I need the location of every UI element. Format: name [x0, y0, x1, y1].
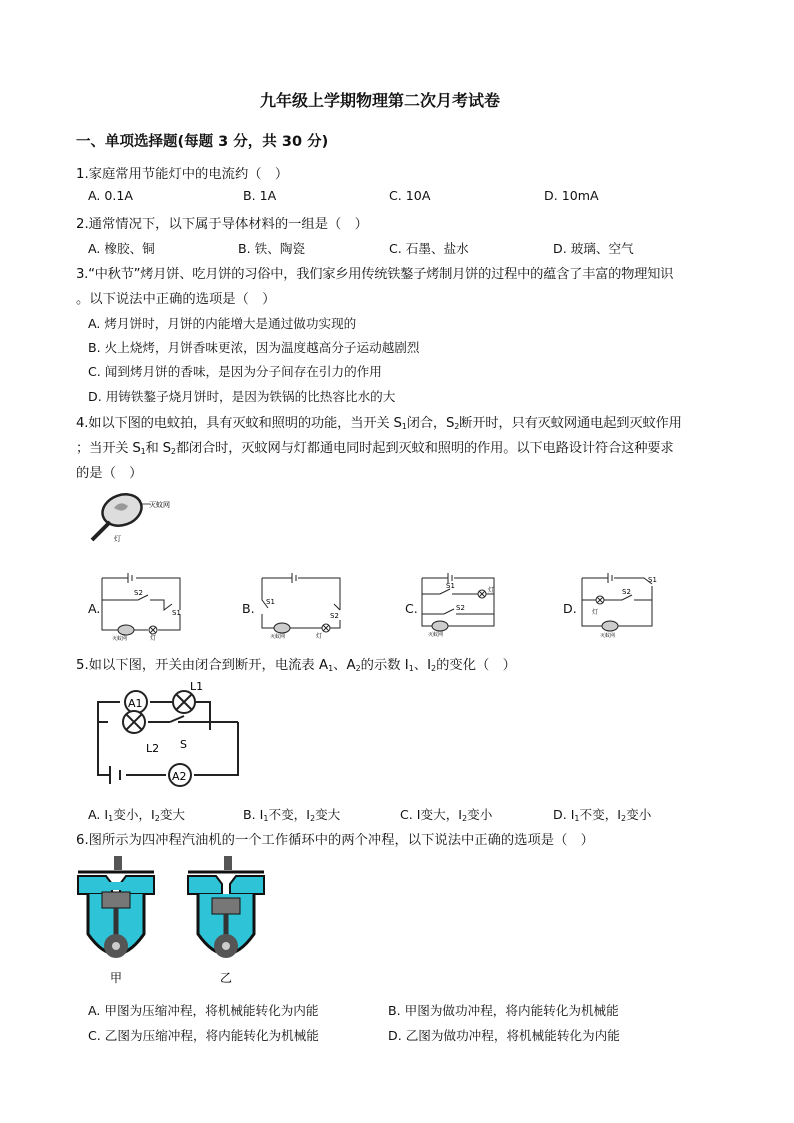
q4-option-b-letter: B.	[242, 601, 255, 616]
q6-option-d: D. 乙图为做功冲程，将机械能转化为内能	[388, 1028, 620, 1043]
q3-option-d: D. 用铸铁鏊子烧月饼时，是因为铁锅的比热容比水的大	[88, 389, 396, 404]
svg-text:S1: S1	[648, 576, 657, 584]
engine-yi-label: 乙	[220, 971, 233, 985]
svg-text:灭蚊网: 灭蚊网	[270, 634, 286, 640]
q4-option-d-letter: D.	[563, 601, 577, 616]
svg-text:L2: L2	[146, 742, 160, 755]
q1-option-a: A. 0.1A	[88, 188, 134, 203]
svg-text:L1: L1	[190, 680, 204, 693]
q4-stem-line2: ；当开关 $S_1$和 $S_2$都闭合时，灭蚊网与灯都通电同时起到灭蚊和照明的作用。以下电路设计符合这种要求	[76, 441, 674, 456]
q2-option-a: A. 橡胶、铜	[88, 241, 155, 256]
svg-text:S1: S1	[446, 582, 455, 590]
q2-option-c: C. 石墨、盐水	[389, 241, 469, 256]
circuit-d	[578, 570, 668, 642]
circuit-b	[258, 570, 348, 642]
q5-stem: 5.如以下图，开关由闭合到断开，电流表 $A_1$、$A_2$的示数 $I_1$、$I_2$的变化（ ）	[76, 658, 516, 673]
q2-stem: 2.通常情况下，以下属于导体材料的一组是（ ）	[76, 217, 368, 232]
svg-text:灯: 灯	[150, 635, 157, 642]
q6-option-b: B. 甲图为做功冲程，将内能转化为机械能	[388, 1003, 619, 1018]
q5-option-d: D. $I_1$不变，$I_2$变小	[553, 807, 652, 823]
svg-text:灯: 灯	[488, 587, 495, 594]
q3-option-c: C. 闻到烤月饼的香味，是因为分子间存在引力的作用	[88, 364, 382, 379]
q4-stem-line1: 4.如以下图的电蚊拍，具有灭蚊和照明的功能，当开关 $S_1$闭合，$S_2$断开时，只有灭蚊网通电起到灭蚊作用	[76, 416, 682, 431]
svg-text:S: S	[180, 738, 187, 751]
q5-option-a: A. $I_1$变小，$I_2$变大	[88, 807, 185, 823]
svg-text:S2: S2	[622, 588, 631, 596]
racket-net-label: 灭蚊网	[149, 501, 170, 509]
engine-jia-label: 甲	[110, 971, 123, 985]
q4-option-a-letter: A.	[88, 601, 101, 616]
q5-option-b: B. $I_1$不变，$I_2$变大	[243, 807, 341, 823]
q1-option-d: D. 10mA	[544, 188, 599, 203]
racket-lamp-label: 灯	[114, 535, 121, 543]
svg-text:灯: 灯	[592, 609, 599, 616]
svg-text:灯: 灯	[316, 633, 323, 640]
svg-text:灭蚊网: 灭蚊网	[112, 636, 128, 642]
engine-jia	[78, 856, 154, 958]
mosquito-racket-figure	[84, 490, 174, 550]
q3-stem-line1: 3.“中秋节”烤月饼、吃月饼的习俗中，我们家乡用传统铁鏊子烤制月饼的过程中的蕴含了丰富的物理知识	[76, 267, 674, 282]
q1-option-b: B. 1A	[243, 188, 277, 203]
engine-figures	[76, 854, 276, 988]
q5-circuit-figure	[80, 680, 245, 792]
q3-stem-line2: 。以下说法中正确的选项是（ ）	[76, 292, 276, 307]
q4-option-c-letter: C.	[405, 601, 418, 616]
engine-yi	[188, 856, 264, 958]
q4-stem-line3: 的是（ ）	[76, 466, 143, 481]
svg-text:S2: S2	[456, 604, 465, 612]
q6-stem: 6.图所示为四冲程汽油机的一个工作循环中的两个冲程，以下说法中正确的选项是（ ）	[76, 833, 594, 848]
q1-option-c: C. 10A	[389, 188, 431, 203]
page-title: 九年级上学期物理第二次月考试卷	[260, 91, 501, 110]
circuit-a	[98, 570, 188, 642]
svg-text:灭蚊网: 灭蚊网	[600, 633, 616, 639]
q3-option-b: B. 火上烧烤，月饼香味更浓，因为温度越高分子运动越剧烈	[88, 340, 420, 355]
svg-text:S1: S1	[266, 598, 275, 606]
q3-option-a: A. 烤月饼时，月饼的内能增大是通过做功实现的	[88, 316, 357, 331]
circuit-c	[418, 570, 508, 642]
section-heading: 一、单项选择题(每题 3 分，共 30 分)	[76, 134, 329, 150]
svg-text:S2: S2	[134, 589, 143, 597]
q2-option-b: B. 铁、陶瓷	[238, 241, 306, 256]
q1-stem: 1.家庭常用节能灯中的电流约（ ）	[76, 167, 289, 182]
q6-option-a: A. 甲图为压缩冲程，将机械能转化为内能	[88, 1003, 319, 1018]
q5-option-c: C. I变大，$I_2$变小	[400, 807, 493, 823]
svg-text:A2: A2	[172, 770, 187, 783]
q2-option-d: D. 玻璃、空气	[553, 241, 634, 256]
svg-text:A1: A1	[128, 697, 143, 710]
svg-text:S1: S1	[172, 609, 181, 617]
q6-option-c: C. 乙图为压缩冲程，将内能转化为机械能	[88, 1028, 319, 1043]
svg-text:灭蚊网: 灭蚊网	[428, 632, 444, 638]
svg-text:S2: S2	[330, 612, 339, 620]
